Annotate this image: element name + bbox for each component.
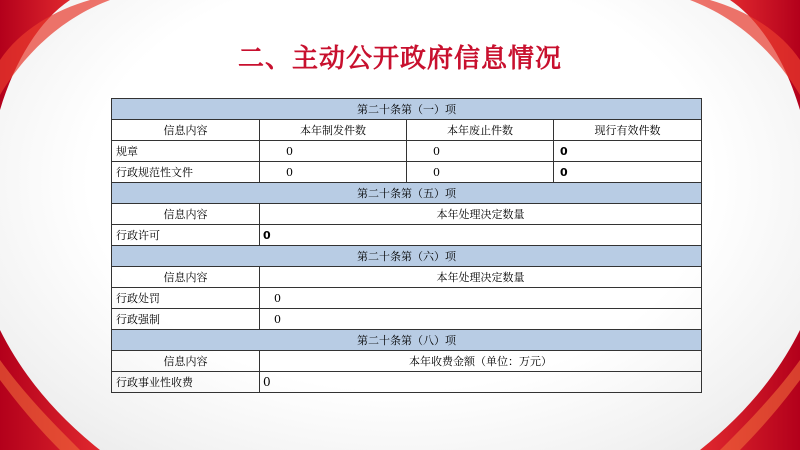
header-row: [112, 267, 702, 288]
disclosure-table: [111, 98, 702, 393]
table-cell: 0: [260, 162, 407, 183]
header-cell: 现行有效件数: [554, 120, 702, 141]
header-cell: 本年收费金额（单位：万元）: [260, 351, 702, 372]
table-cell: 0: [260, 288, 702, 309]
table-cell: 0: [407, 162, 554, 183]
table-row: [112, 372, 702, 393]
section-1-heading: 第二十条第（一）项: [112, 99, 702, 120]
section-heading-row: [112, 99, 702, 120]
row-label: 规章: [112, 141, 260, 162]
table-row: [112, 225, 702, 246]
section-4-heading: 第二十条第（八）项: [112, 330, 702, 351]
table-row: [112, 162, 702, 183]
table-cell: 0: [260, 225, 702, 246]
table-cell: 0: [554, 141, 702, 162]
table-row: [112, 141, 702, 162]
section-heading-row: [112, 183, 702, 204]
section-heading-row: [112, 246, 702, 267]
table-cell: 0: [260, 141, 407, 162]
row-label: 行政事业性收费: [112, 372, 260, 393]
header-cell: 信息内容: [112, 267, 260, 288]
section-heading-row: [112, 330, 702, 351]
header-cell: 信息内容: [112, 204, 260, 225]
header-row: [112, 120, 702, 141]
header-cell: 信息内容: [112, 120, 260, 141]
header-cell: 本年废止件数: [407, 120, 554, 141]
row-label: 行政规范性文件: [112, 162, 260, 183]
table-cell: 0: [407, 141, 554, 162]
header-cell: 本年处理决定数量: [260, 204, 702, 225]
section-3-heading: 第二十条第（六）项: [112, 246, 702, 267]
row-label: 行政强制: [112, 309, 260, 330]
section-2-heading: 第二十条第（五）项: [112, 183, 702, 204]
header-row: [112, 204, 702, 225]
header-cell: 信息内容: [112, 351, 260, 372]
table-row: [112, 309, 702, 330]
header-cell: 本年处理决定数量: [260, 267, 702, 288]
header-cell: 本年制发件数: [260, 120, 407, 141]
table-cell: 0: [260, 372, 702, 393]
table-cell: 0: [554, 162, 702, 183]
row-label: 行政处罚: [112, 288, 260, 309]
header-row: [112, 351, 702, 372]
page-title: 二、主动公开政府信息情况: [237, 44, 562, 74]
table-cell: 0: [260, 309, 702, 330]
table-row: [112, 288, 702, 309]
row-label: 行政许可: [112, 225, 260, 246]
